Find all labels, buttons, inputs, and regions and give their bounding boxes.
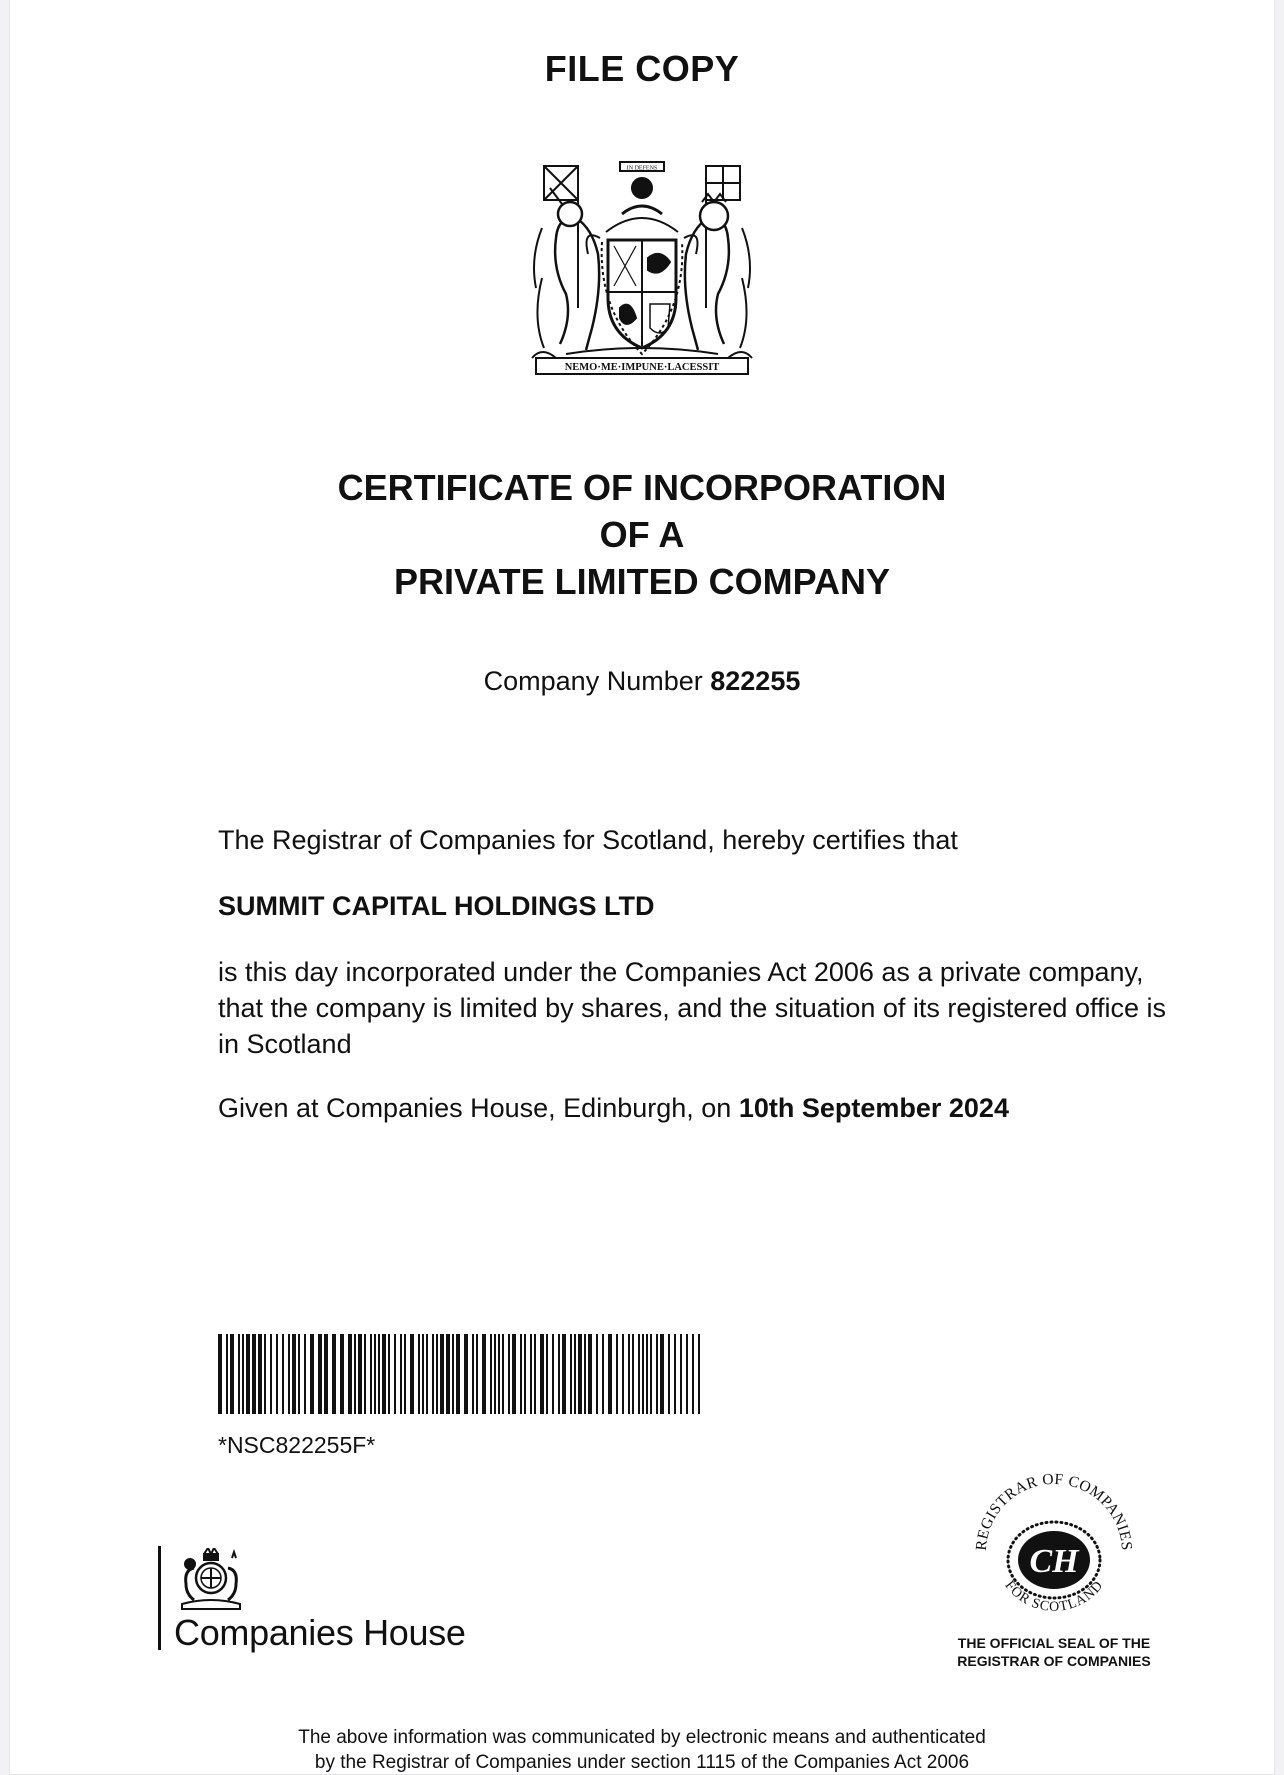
- barcode-bar: [692, 1334, 694, 1414]
- barcode-bar: [570, 1334, 572, 1414]
- barcode-bar: [686, 1334, 688, 1414]
- footer-line-1: The above information was communicated by electronic means and authenticated: [298, 1727, 986, 1748]
- barcode-bar: [530, 1334, 532, 1414]
- barcode-bar: [534, 1334, 536, 1414]
- barcode-bar: [282, 1334, 284, 1414]
- incorporation-text: is this day incorporated under the Companies Act 2006 as a private company, that the company is limited by shares, and the situation of its registered office is in Scotland: [218, 957, 1166, 1059]
- company-number-line: [10, 666, 1274, 697]
- barcode-bar: [318, 1334, 322, 1414]
- barcode-bar: [698, 1334, 700, 1414]
- barcode-bar: [288, 1334, 290, 1414]
- barcode-bar: [490, 1334, 492, 1414]
- barcode-bar: [524, 1334, 526, 1414]
- arms-crest-scroll: IN DEFENS: [626, 165, 658, 172]
- barcode-bar: [638, 1334, 640, 1414]
- barcode-bar: [298, 1334, 300, 1414]
- barcode-bar: [238, 1334, 240, 1414]
- barcode-bar: [354, 1334, 356, 1414]
- company-number-label: Company Number: [483, 666, 703, 696]
- barcode-bar: [674, 1334, 676, 1414]
- seal-caption-line-2: REGISTRAR OF COMPANIES: [957, 1653, 1151, 1669]
- barcode-bar: [252, 1334, 256, 1414]
- barcode-bar: [304, 1334, 306, 1414]
- certificate-title-line-1: CERTIFICATE OF INCORPORATION: [337, 467, 947, 508]
- barcode-bar: [394, 1334, 396, 1414]
- barcode-bar: [422, 1334, 424, 1414]
- barcode-bar: [218, 1334, 222, 1414]
- official-seal-icon: [964, 1456, 1144, 1636]
- barcode-bar: [660, 1334, 664, 1414]
- footer-line-2: by the Registrar of Companies under section 1115 of the Companies Act 2006: [314, 1752, 970, 1773]
- companies-house-wordmark: Companies House: [174, 1612, 466, 1653]
- barcode-bar: [358, 1334, 362, 1414]
- given-at-line: [218, 1090, 1178, 1126]
- barcode-bar: [382, 1334, 386, 1414]
- barcode-bar: [520, 1334, 522, 1414]
- barcode-bar: [410, 1334, 414, 1414]
- barcode-bar: [588, 1334, 592, 1414]
- barcode-bar: [476, 1334, 478, 1414]
- barcode-bar: [332, 1334, 336, 1414]
- barcode-bar: [226, 1334, 228, 1414]
- barcode-bar: [502, 1334, 504, 1414]
- barcode-bar: [388, 1334, 390, 1414]
- seal-caption: [938, 1634, 1170, 1670]
- barcode-bar: [656, 1334, 658, 1414]
- barcode-bar: [680, 1334, 682, 1414]
- barcode-bar: [348, 1334, 352, 1414]
- barcode-bar: [378, 1334, 380, 1414]
- barcode-bar: [270, 1334, 272, 1414]
- barcode-bar: [628, 1334, 630, 1414]
- barcode-bar: [404, 1334, 406, 1414]
- certificate-page: [10, 0, 1274, 1774]
- barcode-bar: [508, 1334, 510, 1414]
- barcode-bar: [616, 1334, 618, 1414]
- incorporation-date: 10th September 2024: [738, 1093, 1009, 1123]
- barcode-bar: [632, 1334, 634, 1414]
- barcode-bar: [258, 1334, 262, 1414]
- file-copy-heading: FILE COPY: [544, 48, 740, 89]
- barcode-bar: [596, 1334, 598, 1414]
- barcode-bar: [494, 1334, 496, 1414]
- barcode-bar: [558, 1334, 560, 1414]
- barcode-bar: [436, 1334, 438, 1414]
- seal-bottom-text: FOR SCOTLAND: [1001, 1578, 1107, 1615]
- barcode-bar: [340, 1334, 344, 1414]
- barcode-bar: [540, 1334, 544, 1414]
- seal-monogram: CH: [1029, 1543, 1079, 1580]
- barcode-bar: [456, 1334, 460, 1414]
- given-at-text: Given at Companies House, Edinburgh, on: [218, 1093, 732, 1123]
- barcode-bar: [482, 1334, 486, 1414]
- royal-arms-scotland-icon: [522, 158, 762, 376]
- barcode-bar: [230, 1334, 234, 1414]
- barcode-bar: [472, 1334, 474, 1414]
- barcode-bar: [310, 1334, 314, 1414]
- barcode-text: *NSC822255F*: [218, 1432, 376, 1458]
- barcode-bar: [276, 1334, 278, 1414]
- company-number-value: 822255: [710, 666, 801, 696]
- barcode-bar: [370, 1334, 372, 1414]
- barcode-bar: [650, 1334, 652, 1414]
- barcode-bar: [452, 1334, 454, 1414]
- barcode-bar: [440, 1334, 444, 1414]
- barcode-bar: [374, 1334, 376, 1414]
- barcode-bar: [642, 1334, 644, 1414]
- company-name: SUMMIT CAPITAL HOLDINGS LTD: [218, 891, 655, 921]
- barcode-bar: [264, 1334, 266, 1414]
- seal-caption-line-1: THE OFFICIAL SEAL OF THE: [957, 1635, 1151, 1651]
- barcode-bar: [512, 1334, 516, 1414]
- barcode-bar: [242, 1334, 244, 1414]
- authentication-footer: [10, 1725, 1274, 1775]
- barcode-bar: [292, 1334, 296, 1414]
- barcode-bar: [498, 1334, 500, 1414]
- seal-top-text: REGISTRAR OF COMPANIES: [972, 1470, 1136, 1552]
- barcode-bar: [602, 1334, 604, 1414]
- barcode-bar: [578, 1334, 582, 1414]
- barcode-bar: [552, 1334, 554, 1414]
- barcode-bar: [584, 1334, 586, 1414]
- arms-motto: NEMO·ME·IMPUNE·LACESSIT: [564, 362, 720, 373]
- barcode-bar: [426, 1334, 428, 1414]
- barcode-bar: [574, 1334, 576, 1414]
- barcode-bar: [464, 1334, 468, 1414]
- certificate-title: [10, 464, 1274, 605]
- barcode-bar: [246, 1334, 250, 1414]
- barcode-bar: [418, 1334, 420, 1414]
- certificate-title-line-2: OF A: [599, 514, 685, 555]
- royal-coat-of-arms-icon: [174, 1548, 248, 1610]
- barcode-bar: [562, 1334, 566, 1414]
- barcode: [218, 1334, 702, 1414]
- barcode-bar: [400, 1334, 402, 1414]
- certifies-text: The Registrar of Companies for Scotland, hereby certifies that: [218, 825, 958, 855]
- barcode-bar: [364, 1334, 366, 1414]
- barcode-bar: [608, 1334, 612, 1414]
- barcode-bar: [432, 1334, 434, 1414]
- barcode-bar: [622, 1334, 624, 1414]
- barcode-bar: [546, 1334, 548, 1414]
- certificate-title-line-3: PRIVATE LIMITED COMPANY: [393, 561, 890, 602]
- barcode-bar: [646, 1334, 648, 1414]
- companies-house-divider: [158, 1546, 161, 1650]
- barcode-bar: [324, 1334, 328, 1414]
- barcode-bar: [668, 1334, 670, 1414]
- barcode-bar: [446, 1334, 450, 1414]
